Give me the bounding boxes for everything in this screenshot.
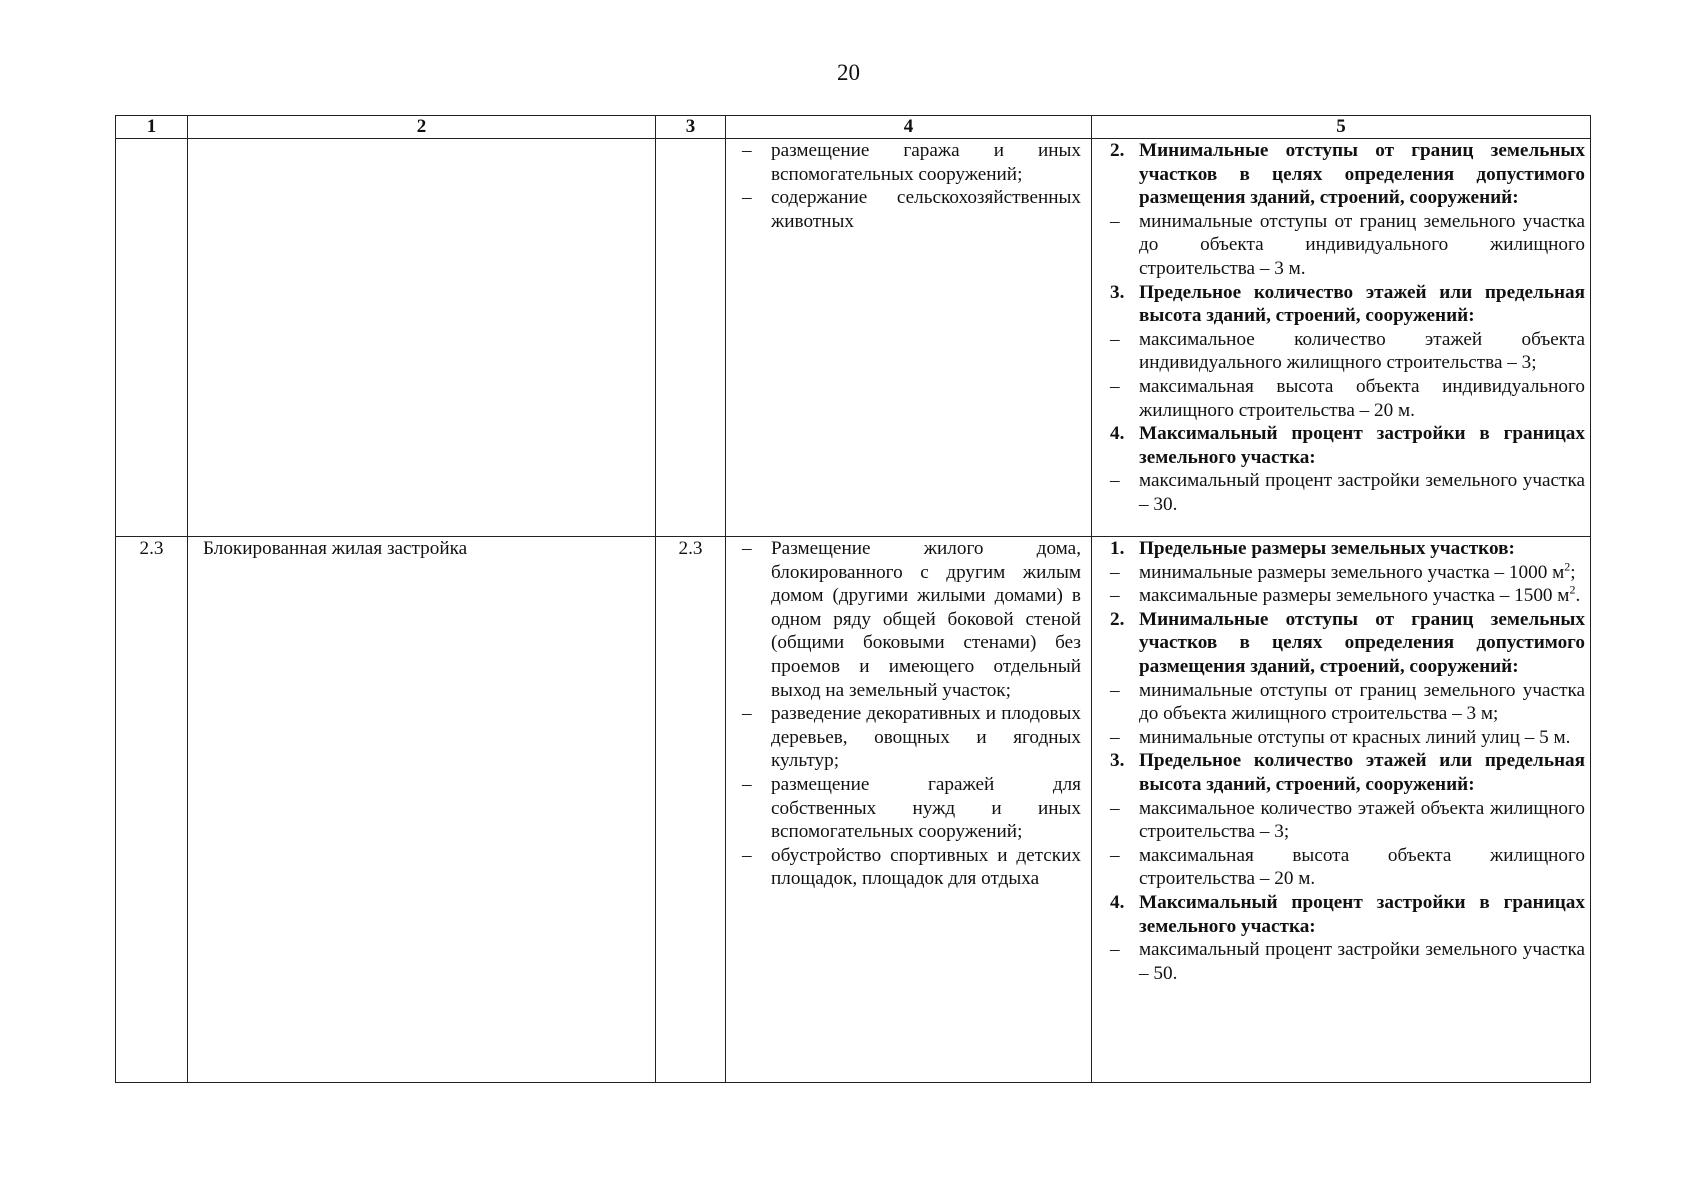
dash-marker: – — [1110, 210, 1120, 232]
list-item — [1102, 797, 1585, 844]
use-name-cell — [188, 139, 656, 537]
item-number: 4. — [1110, 423, 1125, 445]
item-text: максимальная высота объекта жилищного строительства – 20 м. — [1139, 844, 1585, 890]
table-row — [116, 139, 1591, 537]
column-header: 1 — [116, 116, 188, 139]
item-text: Предельное количество этажей или предельная высота зданий, строений, сооружений: — [1139, 750, 1585, 795]
item-text: обустройство спортивных и детских площадок, площадок для отдыха — [771, 844, 1081, 890]
item-number: 3. — [1110, 281, 1125, 303]
classifier-code-cell — [656, 139, 726, 537]
list-item — [1102, 210, 1585, 281]
section-heading — [1102, 891, 1585, 938]
dash-marker: – — [1110, 939, 1120, 961]
dash-marker: – — [1110, 585, 1120, 607]
description-cell — [726, 537, 1092, 1083]
list-item — [1102, 938, 1585, 985]
item-text: Предельное количество этажей или предельная высота зданий, строений, сооружений: — [1139, 281, 1585, 327]
item-number: 1. — [1110, 538, 1125, 559]
column-header: 5 — [1092, 116, 1591, 139]
dash-marker: – — [742, 538, 752, 559]
dash-marker: – — [1110, 726, 1120, 748]
table-header-row — [116, 116, 1591, 139]
dash-marker: – — [1110, 844, 1120, 866]
item-number: 2. — [1110, 608, 1125, 630]
classifier-code-cell: 2.3 — [656, 537, 726, 1083]
list-item — [734, 773, 1081, 844]
dash-marker: – — [742, 703, 752, 725]
dash-marker: – — [1110, 470, 1120, 492]
list-item — [734, 139, 1081, 186]
description-cell — [726, 139, 1092, 537]
item-number: 3. — [1110, 750, 1125, 772]
item-text: размещение гаража и иных вспомогательных сооружений; — [771, 140, 1081, 185]
item-text: Максимальный процент застройки в границах земельного участка: — [1139, 891, 1585, 937]
dash-marker: – — [742, 140, 752, 161]
superscript: 2 — [1564, 559, 1571, 574]
dash-marker: – — [742, 773, 752, 795]
superscript: 2 — [1569, 582, 1576, 597]
dash-marker: – — [742, 844, 752, 866]
list-item — [1102, 375, 1585, 422]
parameters-cell — [1092, 139, 1591, 537]
item-number: 2. — [1110, 140, 1125, 161]
list-item — [1102, 328, 1585, 375]
section-heading — [1102, 281, 1585, 328]
item-text: Минимальные отступы от границ земельных участков в целях определения допустимого размещения зданий, строений, сооружений: — [1139, 140, 1585, 209]
item-text: Предельные размеры земельных участков: — [1139, 538, 1515, 559]
list-item — [1102, 844, 1585, 891]
use-name-cell: Блокированная жилая застройка — [188, 537, 656, 1083]
column-header: 3 — [656, 116, 726, 139]
item-text: Размещение жилого дома, блокированного с другим жилым домом (другими жилыми домами) в одном ряду общей боковой стеной (общими боковыми стенами) без проемов и имеющего отдельный выход на земельный участок; — [771, 538, 1081, 701]
list-item — [734, 537, 1081, 702]
item-text: Максимальный процент застройки в границах земельного участка: — [1139, 423, 1585, 468]
list-item — [734, 844, 1081, 891]
section-heading — [1102, 749, 1585, 796]
page-number: 20 — [837, 60, 860, 85]
dash-marker: – — [1110, 561, 1120, 583]
section-heading — [1102, 139, 1585, 210]
dash-marker: – — [1110, 328, 1120, 350]
column-header: 2 — [188, 116, 656, 139]
list-item — [1102, 726, 1585, 750]
dash-marker: – — [742, 187, 752, 209]
column-header: 4 — [726, 116, 1092, 139]
table-row — [116, 537, 1591, 1083]
item-text: максимальное количество этажей объекта жилищного строительства – 3; — [1139, 797, 1585, 843]
list-item — [1102, 469, 1585, 516]
item-text: размещение гаражей для собственных нужд и иных вспомогательных сооружений; — [771, 773, 1081, 843]
item-text: максимальные размеры земельного участка – 1500 $м^2$. — [1139, 582, 1581, 607]
item-text: Минимальные отступы от границ земельных участков в целях определения допустимого размещения зданий, строений, сооружений: — [1139, 608, 1585, 677]
item-number: 4. — [1110, 891, 1125, 913]
item-text: содержание сельскохозяйственных животных — [771, 187, 1081, 232]
list-item — [734, 702, 1081, 773]
list-item — [734, 186, 1081, 233]
list-item — [1102, 679, 1585, 726]
section-heading — [1102, 608, 1585, 679]
list-item — [1102, 561, 1585, 585]
dash-marker: – — [1110, 797, 1120, 819]
item-text: разведение декоративных и плодовых деревьев, овощных и ягодных культур; — [771, 703, 1081, 772]
regulations-table — [115, 115, 1591, 1083]
item-text: максимальная высота объекта индивидуального жилищного строительства – 20 м. — [1139, 375, 1585, 421]
item-text: минимальные отступы от границ земельного участка до объекта жилищного строительства – 3 м; — [1139, 679, 1585, 725]
item-text: минимальные размеры земельного участка – 1000 $м^2$; — [1139, 559, 1576, 583]
dash-marker: – — [1110, 679, 1120, 701]
item-text: максимальный процент застройки земельного участка – 50. — [1139, 939, 1585, 984]
section-heading — [1102, 422, 1585, 469]
list-item — [1102, 584, 1585, 608]
code-cell — [116, 139, 188, 537]
item-text: максимальное количество этажей объекта индивидуального жилищного строительства – 3; — [1139, 328, 1585, 374]
item-text: максимальный процент застройки земельного участка – 30. — [1139, 470, 1585, 515]
section-heading — [1102, 537, 1585, 561]
dash-marker: – — [1110, 375, 1120, 397]
parameters-cell — [1092, 537, 1591, 1083]
code-cell: 2.3 — [116, 537, 188, 1083]
item-text: минимальные отступы от границ земельного участка до объекта индивидуального жилищного строительства – 3 м. — [1139, 210, 1585, 279]
item-text: минимальные отступы от красных линий улиц – 5 м. — [1139, 726, 1571, 748]
